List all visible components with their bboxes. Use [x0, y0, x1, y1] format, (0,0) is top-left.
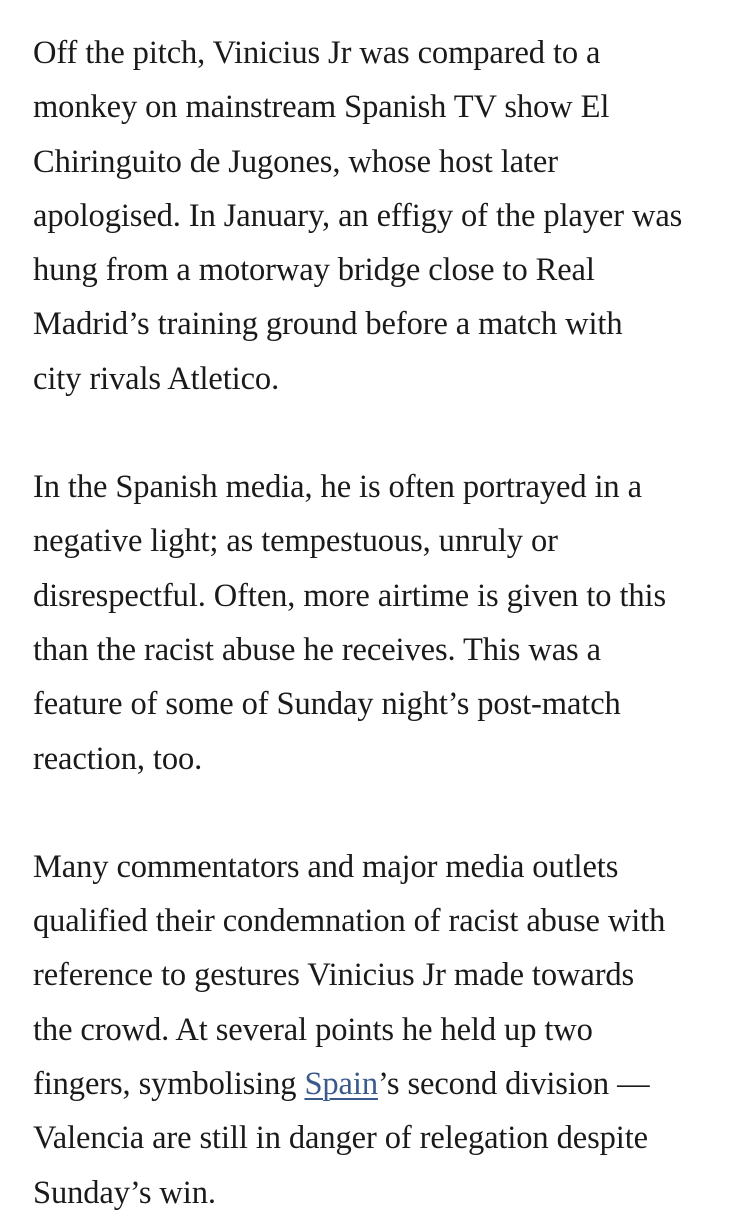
text-fragment: ’s second division —	[377, 1066, 650, 1103]
text-line: the crowd. At several points he held up two	[33, 1011, 593, 1048]
text-line: Off the pitch, Vinicius Jr was compared to a	[33, 35, 601, 71]
paragraph-2	[33, 460, 733, 786]
text-line: qualified their condemnation of racist abuse with	[33, 903, 666, 940]
text-line: disrespectful. Often, more airtime is given to this	[33, 577, 667, 614]
text-line: reaction, too.	[33, 740, 203, 777]
article-body	[33, 26, 733, 1220]
text-line: Chiringuito de Jugones, whose host later	[33, 143, 558, 180]
text-line: city rivals Atletico.	[33, 360, 280, 397]
text-line: Many commentators and major media outlets	[33, 848, 619, 885]
text-line: negative light; as tempestuous, unruly or	[33, 523, 558, 560]
paragraph-3	[33, 840, 733, 1220]
text-line: than the racist abuse he receives. This was a	[33, 631, 601, 668]
text-line: apologised. In January, an effigy of the player was	[33, 197, 683, 234]
text-line: feature of some of Sunday night’s post-match	[33, 686, 621, 723]
paragraph-spacer	[33, 786, 733, 840]
text-line: Sunday’s win.	[33, 1174, 216, 1211]
text-line: Madrid’s training ground before a match with	[33, 306, 623, 343]
paragraph-spacer	[33, 406, 733, 460]
text-line-with-link	[33, 1057, 733, 1111]
text-line: monkey on mainstream Spanish TV show El	[33, 89, 610, 126]
spain-link[interactable]: Spain	[304, 1066, 378, 1103]
text-line: hung from a motorway bridge close to Real	[33, 252, 595, 289]
paragraph-1	[33, 26, 733, 406]
text-fragment: fingers, symbolising	[33, 1066, 305, 1103]
text-line: In the Spanish media, he is often portrayed in a	[33, 469, 642, 506]
text-line: reference to gestures Vinicius Jr made towards	[33, 957, 635, 994]
text-line: Valencia are still in danger of relegation despite	[33, 1120, 648, 1157]
